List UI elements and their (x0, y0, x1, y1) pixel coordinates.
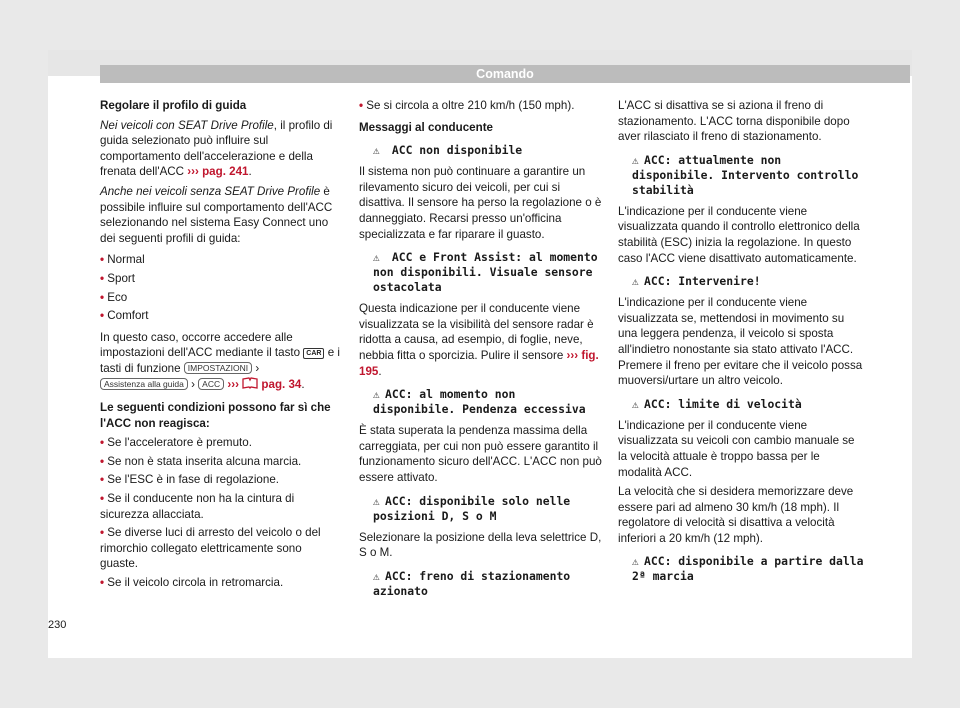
car-warning-icon: ⚠ (632, 555, 639, 569)
list-item: • Sport (100, 271, 135, 285)
manual-book-icon (242, 377, 258, 389)
message-description: L'indicazione per il conducente viene visualizzata su veicoli con cambio manuale se la velocità attuale è troppo bassa per le modalità ACC. (618, 418, 855, 479)
column-1 (100, 98, 340, 594)
list-item: • Se l'acceleratore è premuto. (100, 436, 252, 450)
figure-reference-link[interactable]: ››› fig. 195 (359, 348, 599, 378)
paragraph-settings-path: In questo caso, occorre accedere alle impostazioni dell'ACC mediante il tasto CAR e i tasti di funzione IMPOSTAZIONI › Assistenza alla guida › ACC ››› pag. 34. (100, 330, 340, 391)
conditions-list (100, 435, 340, 590)
list-item: • Se non è stata inserita alcuna marcia. (100, 454, 302, 468)
message-description: Selezionare la posizione della leva selettrice D, S o M. (359, 530, 602, 560)
car-key-icon: CAR (303, 348, 324, 359)
list-item: • Se diverse luci di arresto del veicolo o del rimorchio collegato elettricamente sono guaste. (100, 526, 321, 571)
car-warning-icon: ⚠ (373, 388, 380, 402)
message-description: Questa indicazione per il conducente viene visualizzata se la visibilità del sensore radar è ridotta a causa, ad esempio, di foglie, neve, nebbia fitta o sporcizia. Pulire il sensore ››› fig. 195. (359, 302, 599, 378)
car-warning-icon: ⚠ (632, 153, 639, 167)
paragraph-parking-brake: L'ACC si disattiva se si aziona il freno di stazionamento. L'ACC torna disponibile dopo aver rilasciato il freno di stazionamento. (618, 99, 850, 144)
car-warning-icon: ⚠ (373, 251, 380, 265)
driver-message: ⚠ ACC: al momento non disponibile. Pendenza eccessiva (373, 387, 586, 417)
driver-message: ⚠ ACC: freno di stazionamento azionato (373, 568, 571, 598)
paragraph-easy-connect: Anche nei veicoli senza SEAT Drive Profile è possibile influire sul comportamento dell'ACC selezionando nel sistema Easy Connect uno dei seguenti profili di guida: (100, 184, 333, 245)
driver-message: ⚠ ACC non disponibile (373, 143, 523, 158)
car-warning-icon: ⚠ (373, 569, 380, 583)
driver-message: ⚠ ACC: Intervenire! (632, 274, 761, 289)
car-warning-icon: ⚠ (373, 494, 380, 508)
car-warning-icon: ⚠ (632, 397, 639, 411)
driver-message: ⚠ ACC: disponibile solo nelle posizioni D, S o M (373, 493, 571, 523)
key-assistenza: Assistenza alla guida (100, 378, 188, 390)
paragraph-speed-limit: La velocità che si desidera memorizzare deve essere pari ad almeno 30 km/h (18 mph). Il regolatore di velocità si disattiva a velocità inferiori a 20 km/h (12 mph). (618, 485, 854, 545)
heading-drive-profile: Regolare il profilo di guida (100, 99, 247, 112)
page-reference-link[interactable]: ››› pag. 241 (187, 165, 249, 179)
key-impostazioni: IMPOSTAZIONI (184, 362, 252, 374)
messages-heading: Messaggi al conducente (359, 120, 494, 134)
message-description: L'indicazione per il conducente viene visualizzata quando il controllo elettronico della stabilità (ESC) inizia la regolazione. In questo caso l'ACC viene disattivato automaticamente. (618, 204, 860, 265)
list-item: • Se l'ESC è in fase di regolazione. (100, 473, 279, 487)
column-3 (618, 98, 864, 590)
manual-page (48, 50, 912, 658)
list-item: • Comfort (100, 309, 149, 323)
list-item: • Se il veicolo circola in retromarcia. (100, 576, 284, 590)
driver-message: ⚠ ACC e Front Assist: al momento non disponibili. Visuale sensore ostacolata (373, 250, 598, 295)
paragraph-drive-profile: Nei veicoli con SEAT Drive Profile, il profilo di guida selezionato può influire sul comportamento dell'accelerazione e della frenata dell'ACC ››› pag. 241. (100, 118, 333, 179)
driver-message: ⚠ ACC: attualmente non disponibile. Intervento controllo stabilità (632, 152, 859, 197)
list-item: • Se il conducente non ha la cintura di sicurezza allacciata. (100, 492, 295, 521)
section-title: Comando (100, 65, 910, 83)
car-warning-icon: ⚠ (632, 275, 639, 289)
column-2 (359, 98, 602, 605)
list-item: • Eco (100, 290, 128, 304)
list-item: • Normal (100, 253, 145, 267)
car-warning-icon: ⚠ (373, 144, 380, 158)
profile-list (100, 252, 340, 323)
page-reference-link[interactable]: pag. 34 (261, 377, 302, 391)
key-acc: ACC (198, 378, 224, 390)
list-item: • Se si circola a oltre 210 km/h (150 mph). (359, 99, 575, 112)
message-description: L'indicazione per il conducente viene visualizzata se, mettendosi in movimento su una leggera pendenza, il veicolo si sposta all'indietro nonostante sia stato attivato l'ACC. Premere il freno per evitare che il veicolo possa muoversi/urtare un altro veicolo. (618, 296, 863, 388)
conditions-heading: Le seguenti condizioni possono far sì che l'ACC non reagisca: (100, 401, 331, 430)
page-number: 230 (48, 619, 67, 631)
message-description: È stata superata la pendenza massima della carreggiata, per cui non può essere garantito il funzionamento sicuro dell'ACC. L'ACC non può essere attivato. (359, 424, 602, 484)
driver-message: ⚠ ACC: disponibile a partire dalla 2ª marcia (632, 554, 864, 584)
message-description: Il sistema non può continuare a garantire un rilevamento sicuro dei veicoli, per cui si disattiva. Il sensore ha perso la regolazione o è danneggiato. Recarsi presso un'officina specializzata e far riparare il guasto. (359, 165, 602, 241)
driver-message: ⚠ ACC: limite di velocità (632, 396, 802, 411)
